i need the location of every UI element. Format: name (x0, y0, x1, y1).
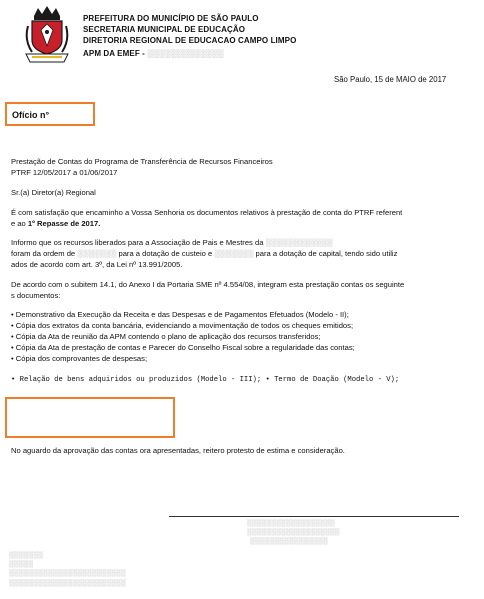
para2-line2-text-a: foram da ordem de (11, 249, 76, 258)
closing-paragraph: No aguardo da aprovação das contas ora apresentadas, reitero protesto de estima e consideração. (11, 446, 345, 455)
list-item-ata-reuniao: • Cópia da Ata de reunião da APM contendo o plano de aplicação dos recursos transferidos; (11, 332, 321, 341)
addressee-line-4: ░░░░░░░░░░░░░░░░░░░░░░░░ (9, 580, 126, 587)
oficio-highlight-box (5, 102, 95, 126)
list-item-comprovantes: • Cópia dos comprovantes de despesas; (11, 354, 148, 363)
repasse-label: 1º Repasse de 2017. (27, 219, 101, 228)
para1-line1: É com satisfação que encaminho a Vossa Senhoria os documentos relativos à prestação de conta do PTRF referent (11, 208, 403, 217)
header-line-secretaria: SECRETARIA MUNICIPAL DE EDUCAÇÃO (83, 25, 246, 34)
apm-prefix: APM DA EMEF - (83, 49, 145, 58)
para2-line3: ados de acordo com art. 3º, da Lei nº 13.991/2005. (11, 260, 183, 269)
para2-line2-text-c: para a dotação de capital, tendo sido utiliz (255, 249, 398, 258)
sao-paulo-crest-logo (24, 6, 70, 64)
signature-line (169, 516, 459, 517)
signature-role: ░░░░░░░░░░░░░░░░░░░ (247, 529, 340, 536)
date-line: São Paulo, 15 de MAIO de 2017 (334, 75, 447, 84)
signature-school: ░░░░░░░░░░░░░░░░ (250, 538, 328, 545)
para2-line1-text: Informo que os recursos liberados para a Associação de Pais e Mestres da (11, 238, 264, 247)
salutation: Sr.(a) Diretor(a) Regional (11, 188, 96, 197)
para2-redacted-capital: ░░░░░░░ (214, 249, 254, 258)
header-line-apm (83, 49, 224, 59)
subject-line-2: PTRF 12/05/2017 a 01/06/2017 (11, 168, 118, 177)
para2-line1 (11, 238, 333, 247)
subject-line-1: Prestação de Contas do Programa de Transferência de Recursos Financeiros (11, 157, 273, 166)
para1-line2 (11, 219, 100, 228)
para1-line2-text: e ao (11, 219, 28, 228)
list-item-demonstrativo: • Demonstrativo da Execução da Receita e das Despesas e de Pagamentos Efetuados (Modelo - II); (11, 310, 349, 319)
apm-redacted-name: ░░░░░░░░░░░░░ (147, 49, 224, 58)
para2-redacted-custeio: ░░░░░░░ (77, 249, 117, 258)
header-line-prefeitura: PREFEITURA DO MUNICÍPIO DE SÃO PAULO (83, 14, 259, 23)
addressee-line-3: ░░░░░░░░░░░░░░░░░░░░░░░░ (9, 570, 126, 577)
list-item-bens-termo: • Relação de bens adquiridos ou produzidos (Modelo - III); • Termo de Doação (Modelo - V); (11, 376, 400, 384)
para2-redacted-school: ░░░░░░░░░░░░ (265, 238, 333, 247)
header-line-diretoria: DIRETORIA REGIONAL DE EDUCACAO CAMPO LIMPO (83, 36, 297, 45)
blank-highlight-box (5, 397, 175, 438)
para2-line2 (11, 249, 397, 258)
addressee-line-1: ░░░░░░░ (9, 552, 44, 559)
list-item-ata-prestacao: • Cópia da Ata de prestação de contas e Parecer do Conselho Fiscal sobre a regularidade das contas; (11, 343, 355, 352)
para3-line1: De acordo com o subitem 14.1, do Anexo I da Portaria SME nº 4.554/08, integram esta prestação contas os seguinte (11, 280, 405, 289)
addressee-line-2: ░░░░░ (9, 561, 34, 568)
oficio-label: Ofício n° (12, 110, 50, 120)
para3-line2: s documentos: (11, 291, 61, 300)
list-item-extratos: • Cópia dos extratos da conta bancária, evidenciando a movimentação de todos os cheques emitidos; (11, 321, 354, 330)
signature-name: ░░░░░░░░░░░░░░░░░░ (247, 520, 335, 527)
para2-line2-text-b: para a dotação de custeio e (118, 249, 213, 258)
